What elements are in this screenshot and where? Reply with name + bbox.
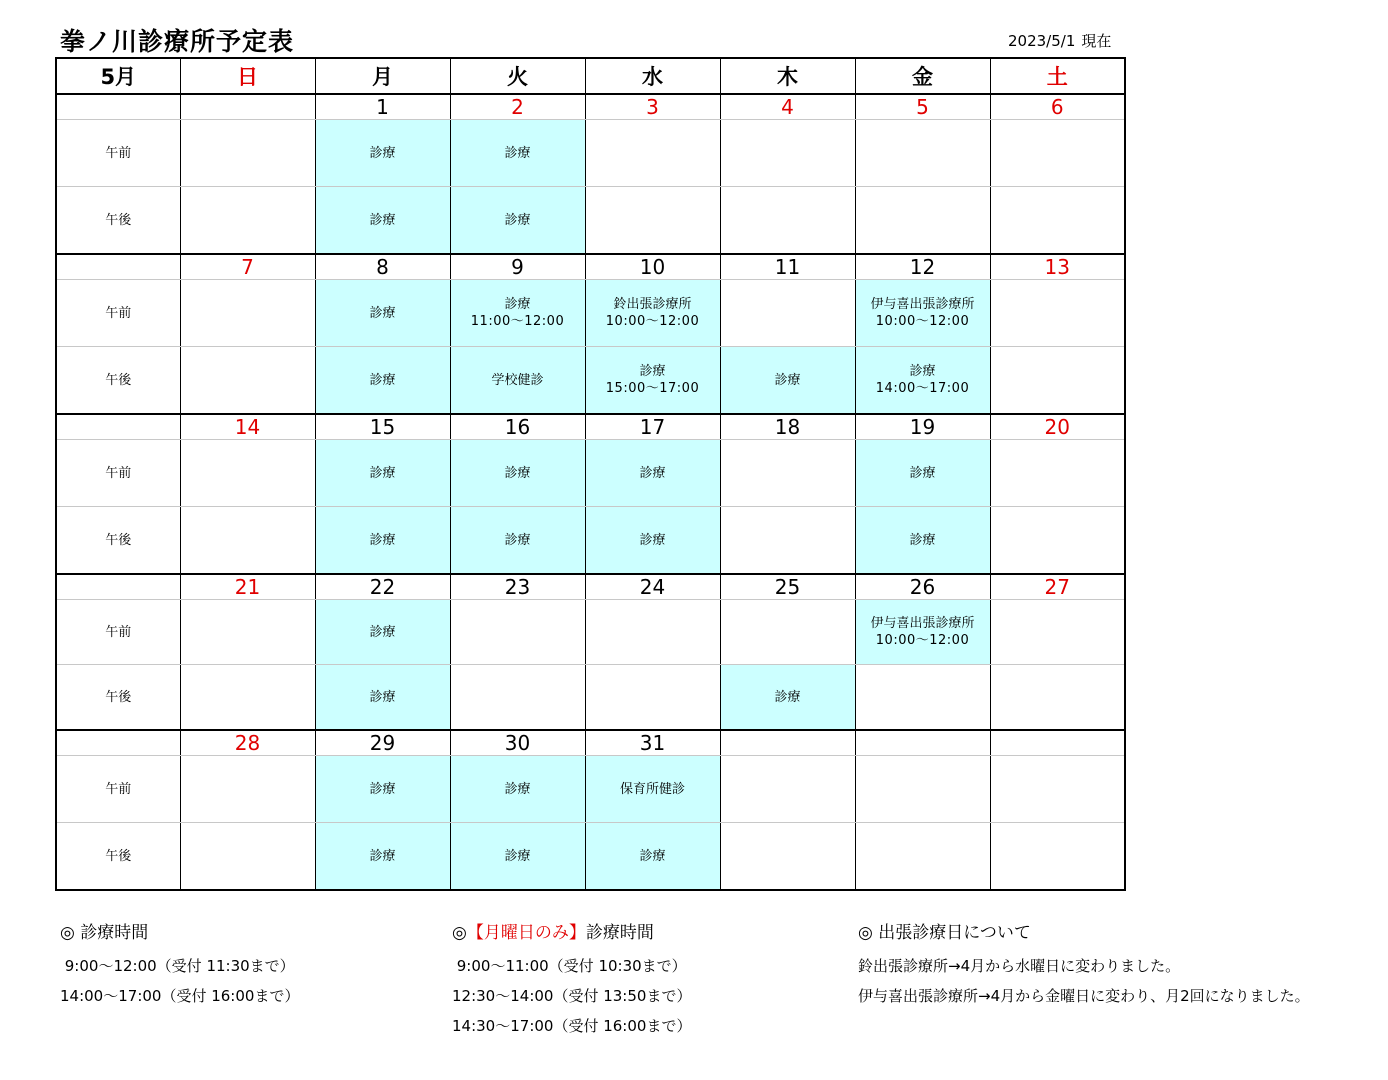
schedule-table bbox=[55, 57, 1126, 891]
notes-hours-line: 14:00～17:00（受付 16:00まで） bbox=[60, 987, 300, 1005]
schedule-cell bbox=[180, 187, 315, 255]
schedule-cell bbox=[720, 823, 855, 891]
week-pm-row bbox=[56, 823, 1125, 891]
schedule-cell bbox=[180, 823, 315, 891]
schedule-cell bbox=[585, 665, 720, 731]
schedule-time: 14:00～17:00 bbox=[875, 381, 970, 396]
notes-monday-highlight: 【月曜日のみ】 bbox=[466, 923, 586, 943]
schedule-cell bbox=[450, 120, 585, 187]
schedule-text: 診療 bbox=[909, 465, 936, 481]
date-cell: 27 bbox=[990, 574, 1125, 600]
schedule-time: 11:00～12:00 bbox=[470, 314, 565, 329]
notes-monday-prefix: ◎ bbox=[452, 923, 467, 943]
date-cell: 6 bbox=[990, 94, 1125, 120]
weekday-wednesday: 水 bbox=[585, 58, 720, 94]
schedule-text: 診療 bbox=[504, 532, 531, 548]
as-of-date bbox=[1008, 30, 1117, 51]
schedule-cell bbox=[990, 600, 1125, 665]
week-pm-row bbox=[56, 665, 1125, 731]
notes-hours-line: 9:00～12:00（受付 11:30まで） bbox=[60, 957, 295, 975]
month-header: 5月 bbox=[56, 58, 180, 94]
schedule-text: 診療 bbox=[369, 624, 396, 640]
notes-monday-line: 14:30～17:00（受付 16:00まで） bbox=[452, 1017, 692, 1035]
schedule-cell bbox=[720, 187, 855, 255]
schedule-cell bbox=[315, 600, 450, 665]
schedule-cell bbox=[855, 120, 990, 187]
week-date-row bbox=[56, 94, 1125, 120]
schedule-cell bbox=[855, 347, 990, 415]
schedule-cell bbox=[180, 120, 315, 187]
schedule-cell bbox=[855, 507, 990, 575]
schedule-cell bbox=[450, 823, 585, 891]
date-cell: 1 bbox=[315, 94, 450, 120]
schedule-cell bbox=[180, 440, 315, 507]
date-cell: 23 bbox=[450, 574, 585, 600]
schedule-cell bbox=[315, 120, 450, 187]
schedule-cell bbox=[180, 280, 315, 347]
schedule-cell bbox=[585, 187, 720, 255]
schedule-cell bbox=[450, 280, 585, 347]
am-label: 午前 bbox=[56, 280, 180, 347]
schedule-cell bbox=[990, 440, 1125, 507]
date-cell: 18 bbox=[720, 414, 855, 440]
am-label: 午前 bbox=[56, 600, 180, 665]
page-title: 拳ノ川診療所予定表 bbox=[60, 27, 295, 56]
date-cell: 20 bbox=[990, 414, 1125, 440]
schedule-text: 診療 bbox=[369, 305, 396, 321]
schedule-cell bbox=[855, 187, 990, 255]
am-label: 午前 bbox=[56, 120, 180, 187]
week-am-row bbox=[56, 440, 1125, 507]
weekday-monday: 月 bbox=[315, 58, 450, 94]
schedule-cell bbox=[990, 347, 1125, 415]
pm-label: 午後 bbox=[56, 187, 180, 255]
as-of-label: 現在 bbox=[1081, 32, 1112, 50]
am-label: 午前 bbox=[56, 440, 180, 507]
schedule-cell bbox=[720, 347, 855, 415]
date-cell: 10 bbox=[585, 254, 720, 280]
date-cell: 30 bbox=[450, 730, 585, 756]
date-cell: 26 bbox=[855, 574, 990, 600]
week-date-row bbox=[56, 254, 1125, 280]
schedule-text: 診療 bbox=[504, 465, 531, 481]
week-am-row bbox=[56, 756, 1125, 823]
schedule-cell bbox=[585, 600, 720, 665]
schedule-cell bbox=[855, 440, 990, 507]
schedule-text: 診療 bbox=[504, 212, 531, 228]
date-cell: 17 bbox=[585, 414, 720, 440]
schedule-cell bbox=[315, 756, 450, 823]
schedule-cell bbox=[720, 665, 855, 731]
schedule-cell bbox=[450, 600, 585, 665]
schedule-cell bbox=[315, 440, 450, 507]
notes-monday-heading bbox=[452, 918, 691, 943]
schedule-text: 診療 bbox=[639, 465, 666, 481]
schedule-text: 診療 bbox=[369, 465, 396, 481]
schedule-time: 10:00～12:00 bbox=[605, 314, 700, 329]
date-cell: 11 bbox=[720, 254, 855, 280]
schedule-cell bbox=[720, 507, 855, 575]
schedule-cell bbox=[450, 347, 585, 415]
schedule-cell bbox=[990, 280, 1125, 347]
schedule-text: 診療 bbox=[639, 364, 666, 379]
date-cell: 24 bbox=[585, 574, 720, 600]
date-cell: 12 bbox=[855, 254, 990, 280]
schedule-cell bbox=[450, 187, 585, 255]
date-cell bbox=[990, 730, 1125, 756]
notes-branch bbox=[858, 918, 1310, 1011]
schedule-cell bbox=[585, 120, 720, 187]
schedule-text: 診療 bbox=[369, 532, 396, 548]
notes-monday bbox=[452, 918, 691, 1041]
week-am-row bbox=[56, 120, 1125, 187]
schedule-time: 10:00～12:00 bbox=[875, 314, 970, 329]
schedule-cell bbox=[855, 665, 990, 731]
schedule-cell bbox=[315, 507, 450, 575]
schedule-cell bbox=[990, 756, 1125, 823]
schedule-cell bbox=[180, 347, 315, 415]
schedule-text: 診療 bbox=[369, 372, 396, 388]
date-row-label bbox=[56, 574, 180, 600]
schedule-cell bbox=[585, 823, 720, 891]
date-row-label bbox=[56, 730, 180, 756]
date-cell bbox=[720, 730, 855, 756]
schedule-cell bbox=[990, 120, 1125, 187]
schedule-text: 診療 bbox=[639, 848, 666, 864]
schedule-text: 鈴出張診療所 bbox=[613, 297, 692, 312]
date-cell: 22 bbox=[315, 574, 450, 600]
date-cell: 5 bbox=[855, 94, 990, 120]
schedule-text: 診療 bbox=[504, 145, 531, 161]
date-cell: 15 bbox=[315, 414, 450, 440]
schedule-cell bbox=[315, 280, 450, 347]
weekday-header bbox=[56, 58, 1125, 94]
notes-monday-suffix: 診療時間 bbox=[585, 923, 654, 943]
notes-monday-line: 9:00～11:00（受付 10:30まで） bbox=[452, 957, 687, 975]
schedule-cell bbox=[315, 823, 450, 891]
date-cell: 14 bbox=[180, 414, 315, 440]
date-cell bbox=[180, 94, 315, 120]
schedule-cell bbox=[585, 280, 720, 347]
date-cell bbox=[855, 730, 990, 756]
date-row-label bbox=[56, 94, 180, 120]
date-cell: 28 bbox=[180, 730, 315, 756]
schedule-cell bbox=[990, 665, 1125, 731]
schedule-text: 診療 bbox=[369, 781, 396, 797]
date-cell: 9 bbox=[450, 254, 585, 280]
schedule-text: 診療 bbox=[504, 297, 531, 312]
schedule-cell bbox=[180, 600, 315, 665]
date-cell: 21 bbox=[180, 574, 315, 600]
schedule-text: 診療 bbox=[369, 212, 396, 228]
date-cell: 29 bbox=[315, 730, 450, 756]
weekday-friday: 金 bbox=[855, 58, 990, 94]
schedule-cell bbox=[855, 280, 990, 347]
pm-label: 午後 bbox=[56, 665, 180, 731]
date-cell: 8 bbox=[315, 254, 450, 280]
date-cell: 16 bbox=[450, 414, 585, 440]
schedule-cell bbox=[720, 440, 855, 507]
schedule-text: 診療 bbox=[369, 145, 396, 161]
schedule-cell bbox=[990, 187, 1125, 255]
weekday-thursday: 木 bbox=[720, 58, 855, 94]
schedule-cell bbox=[990, 823, 1125, 891]
schedule-cell bbox=[855, 823, 990, 891]
schedule-text: 保育所健診 bbox=[619, 781, 685, 797]
schedule-cell bbox=[855, 600, 990, 665]
notes-branch-line: 伊与喜出張診療所→4月から金曜日に変わり、月2回になりました。 bbox=[858, 987, 1310, 1005]
week-am-row bbox=[56, 280, 1125, 347]
week-date-row bbox=[56, 730, 1125, 756]
schedule-text: 診療 bbox=[369, 689, 396, 705]
date-cell: 4 bbox=[720, 94, 855, 120]
schedule-text: 伊与喜出張診療所 bbox=[870, 297, 975, 312]
schedule-cell bbox=[855, 756, 990, 823]
notes-branch-line: 鈴出張診療所→4月から水曜日に変わりました。 bbox=[858, 957, 1181, 975]
schedule-cell bbox=[450, 756, 585, 823]
schedule-cell bbox=[450, 665, 585, 731]
schedule-cell bbox=[180, 665, 315, 731]
week-pm-row bbox=[56, 507, 1125, 575]
schedule-text: 学校健診 bbox=[491, 372, 544, 388]
schedule-cell bbox=[180, 756, 315, 823]
date-cell: 31 bbox=[585, 730, 720, 756]
schedule-text: 診療 bbox=[504, 848, 531, 864]
date-row-label bbox=[56, 414, 180, 440]
weekday-sunday: 日 bbox=[180, 58, 315, 94]
schedule-cell bbox=[180, 507, 315, 575]
schedule-text: 診療 bbox=[774, 372, 801, 388]
schedule-cell bbox=[585, 347, 720, 415]
week-pm-row bbox=[56, 347, 1125, 415]
date-cell: 13 bbox=[990, 254, 1125, 280]
schedule-cell bbox=[450, 507, 585, 575]
date-cell: 3 bbox=[585, 94, 720, 120]
schedule-text: 診療 bbox=[639, 532, 666, 548]
schedule-text: 診療 bbox=[909, 364, 936, 379]
schedule-time: 15:00～17:00 bbox=[605, 381, 700, 396]
week-pm-row bbox=[56, 187, 1125, 255]
week-date-row bbox=[56, 574, 1125, 600]
schedule-cell bbox=[315, 187, 450, 255]
schedule-text: 診療 bbox=[369, 848, 396, 864]
notes-hours-heading: ◎ 診療時間 bbox=[60, 923, 149, 943]
date-cell: 19 bbox=[855, 414, 990, 440]
notes-hours bbox=[60, 918, 299, 1011]
schedule-text: 診療 bbox=[504, 781, 531, 797]
date-row-label bbox=[56, 254, 180, 280]
schedule-text: 診療 bbox=[909, 532, 936, 548]
date-cell: 7 bbox=[180, 254, 315, 280]
schedule-text: 伊与喜出張診療所 bbox=[870, 616, 975, 631]
week-date-row bbox=[56, 414, 1125, 440]
notes-branch-heading: ◎ 出張診療日について bbox=[858, 923, 1031, 943]
schedule-cell bbox=[585, 440, 720, 507]
pm-label: 午後 bbox=[56, 347, 180, 415]
schedule-time: 10:00～12:00 bbox=[875, 633, 970, 648]
pm-label: 午後 bbox=[56, 507, 180, 575]
am-label: 午前 bbox=[56, 756, 180, 823]
notes-monday-line: 12:30～14:00（受付 13:50まで） bbox=[452, 987, 692, 1005]
schedule-cell bbox=[720, 600, 855, 665]
as-of-date-value: 2023/5/1 bbox=[1008, 32, 1076, 50]
schedule-cell bbox=[585, 507, 720, 575]
pm-label: 午後 bbox=[56, 823, 180, 891]
schedule-cell bbox=[585, 756, 720, 823]
weekday-saturday: 土 bbox=[990, 58, 1125, 94]
schedule-cell bbox=[315, 347, 450, 415]
schedule-cell bbox=[720, 280, 855, 347]
schedule-cell bbox=[720, 120, 855, 187]
schedule-text: 診療 bbox=[774, 689, 801, 705]
date-cell: 2 bbox=[450, 94, 585, 120]
date-cell: 25 bbox=[720, 574, 855, 600]
weekday-tuesday: 火 bbox=[450, 58, 585, 94]
schedule-cell bbox=[990, 507, 1125, 575]
schedule-cell bbox=[450, 440, 585, 507]
schedule-cell bbox=[720, 756, 855, 823]
schedule-cell bbox=[315, 665, 450, 731]
week-am-row bbox=[56, 600, 1125, 665]
